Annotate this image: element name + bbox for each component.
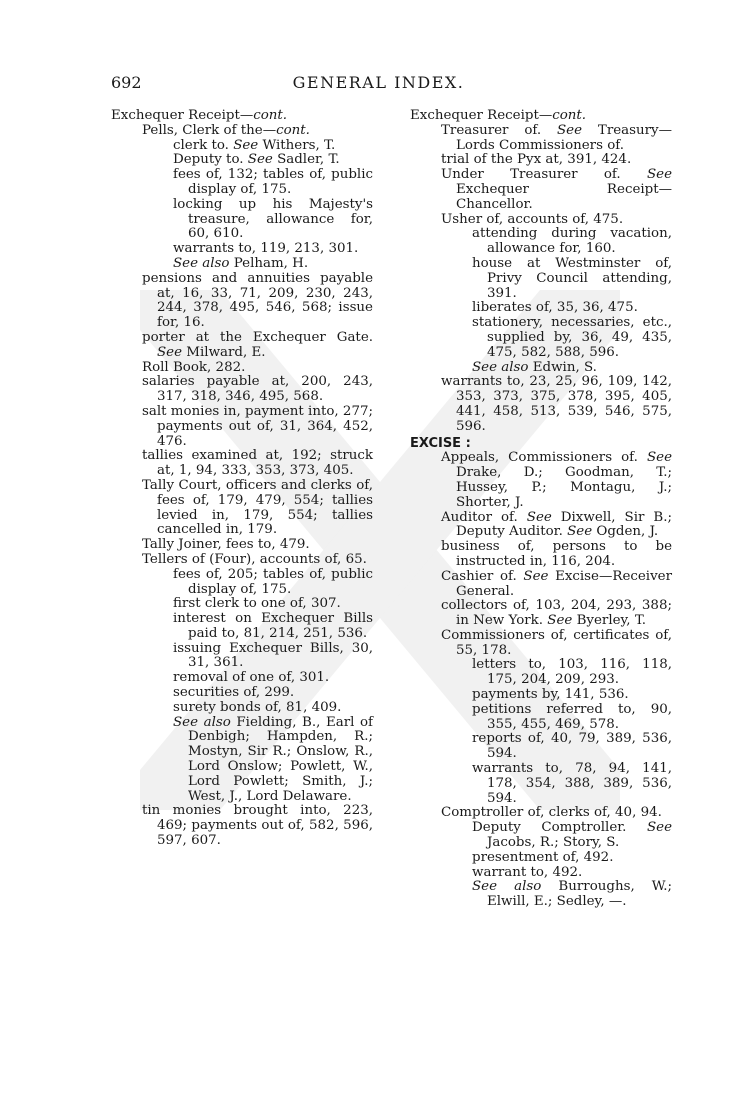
index-entry: porter at the Exchequer Gate. See Milward, E. — [142, 329, 373, 360]
index-entry: salaries payable at, 200, 243, 317, 318, 346, 495, 568. — [142, 374, 373, 405]
index-entry: See also Fielding, B., Earl of Denbigh; Hampden, R.; Mostyn, Sir R.; Onslow, R., Lord Onslow; Powlett, W., Lord Powlett; Smith, J.; West, J., Lord Delaware. — [173, 714, 373, 804]
index-entry: pensions and annuities payable at, 16, 33, 71, 209, 230, 243, 244, 378, 495, 546, 568; issue for, 16. — [142, 270, 373, 331]
index-entry: Tally Joiner, fees to, 479. — [142, 537, 310, 553]
index-entry: business of, persons to be instructed in, 116, 204. — [441, 539, 672, 569]
index-entry: Treasurer of. See Treasury—Lords Commissioners of. — [441, 122, 672, 153]
index-entry: See also Pelham, H. — [173, 255, 309, 271]
index-entry: reports of, 40, 79, 389, 536, 594. — [472, 731, 672, 762]
index-entry: Deputy Comptroller. See Jacobs, R.; Story, S. — [472, 820, 672, 851]
index-entry: salt monies in, payment into, 277; payments out of, 31, 364, 452, 476. — [142, 403, 373, 449]
index-entry: warrants to, 23, 25, 96, 109, 142, 353, 373, 375, 378, 395, 405, 441, 458, 513, 539, 546, 575, 596. — [441, 374, 672, 434]
index-entry: See also Edwin, S. — [472, 359, 597, 375]
index-entry: first clerk to one of, 307. — [173, 596, 341, 612]
index-entry: fees of, 132; tables of, public display of, 175. — [173, 167, 373, 197]
index-entry: Under Treasurer of. See Exchequer Receipt—Chancellor. — [441, 167, 672, 212]
index-entry: fees of, 205; tables of, public display of, 175. — [173, 566, 373, 597]
index-section-heading: EXCISE : — [410, 435, 471, 451]
index-entry: warrant to, 492. — [472, 864, 583, 880]
index-entry: Comptroller of, clerks of, 40, 94. — [441, 805, 662, 821]
index-entry: letters to, 103, 116, 118, 175, 204, 209, 293. — [472, 657, 672, 688]
index-entry: presentment of, 492. — [472, 849, 614, 865]
index-entry: tallies examined at, 192; struck at, 1, 94, 333, 353, 373, 405. — [142, 448, 373, 479]
index-entry: attending during vacation, allowance for, 160. — [472, 226, 672, 257]
index-entry: warrants to, 119, 213, 301. — [173, 241, 359, 257]
index-column-left — [111, 109, 373, 849]
index-entry: stationery, necessaries, etc., supplied by, 36, 49, 435, 475, 582, 588, 596. — [472, 315, 672, 360]
index-entry: Usher of, accounts of, 475. — [441, 211, 624, 227]
index-entry: payments by, 141, 536. — [472, 687, 629, 703]
index-entry: warrants to, 78, 94, 141, 178, 354, 388, 389, 536, 594. — [472, 761, 672, 806]
index-entry: Auditor of. See Dixwell, Sir B.; Deputy Auditor. See Ogden, J. — [441, 509, 672, 540]
index-entry: Exchequer Receipt—cont. — [111, 108, 288, 123]
index-entry: interest on Exchequer Bills paid to, 81, 214, 251, 536. — [173, 611, 373, 641]
index-entry: securities of, 299. — [173, 685, 295, 701]
index-entry: Cashier of. See Excise—Receiver General. — [441, 568, 672, 599]
index-entry: Commissioners of, certificates of, 55, 178. — [441, 627, 672, 658]
page-header — [111, 73, 646, 97]
index-entry: house at Westminster of, Privy Council attending, 391. — [472, 255, 672, 301]
index-entry: removal of one of, 301. — [173, 670, 330, 686]
index-entry: Tellers of (Four), accounts of, 65. — [142, 551, 367, 567]
index-entry: surety bonds of, 81, 409. — [173, 699, 342, 715]
index-column-right — [410, 109, 672, 910]
index-entry: Appeals, Commissioners of. See Drake, D.; Goodman, T.; Hussey, P.; Montagu, J.; Shorter, J. — [441, 450, 672, 510]
index-entry: clerk to. See Withers, T. — [173, 137, 336, 153]
index-entry: trial of the Pyx at, 391, 424. — [441, 152, 632, 168]
index-entry: tin monies brought into, 223, 469; payments out of, 582, 596, 597, 607. — [142, 803, 373, 849]
index-entry: Deputy to. See Sadler, T. — [173, 152, 340, 168]
index-entry: liberates of, 35, 36, 475. — [472, 300, 638, 316]
index-entry: Exchequer Receipt—cont. — [410, 108, 587, 123]
index-entry: petitions referred to, 90, 355, 455, 469, 578. — [472, 701, 672, 732]
running-head-title: GENERAL INDEX. — [292, 73, 465, 92]
index-entry: See also Burroughs, W.; Elwill, E.; Sedley, —. — [472, 879, 672, 910]
index-entry: Pells, Clerk of the—cont. — [142, 122, 310, 138]
index-entry: collectors of, 103, 204, 293, 388; in New York. See Byerley, T. — [441, 598, 672, 629]
index-entry: Tally Court, officers and clerks of, fees of, 179, 479, 554; tallies levied in, 179, 554; tallies cancelled in, 179. — [142, 477, 373, 538]
page-number: 692 — [111, 73, 142, 92]
index-entry: Roll Book, 282. — [142, 359, 246, 375]
index-entry: locking up his Majesty's treasure, allowance for, 60, 610. — [173, 196, 373, 242]
index-entry: issuing Exchequer Bills, 30, 31, 361. — [173, 640, 373, 671]
